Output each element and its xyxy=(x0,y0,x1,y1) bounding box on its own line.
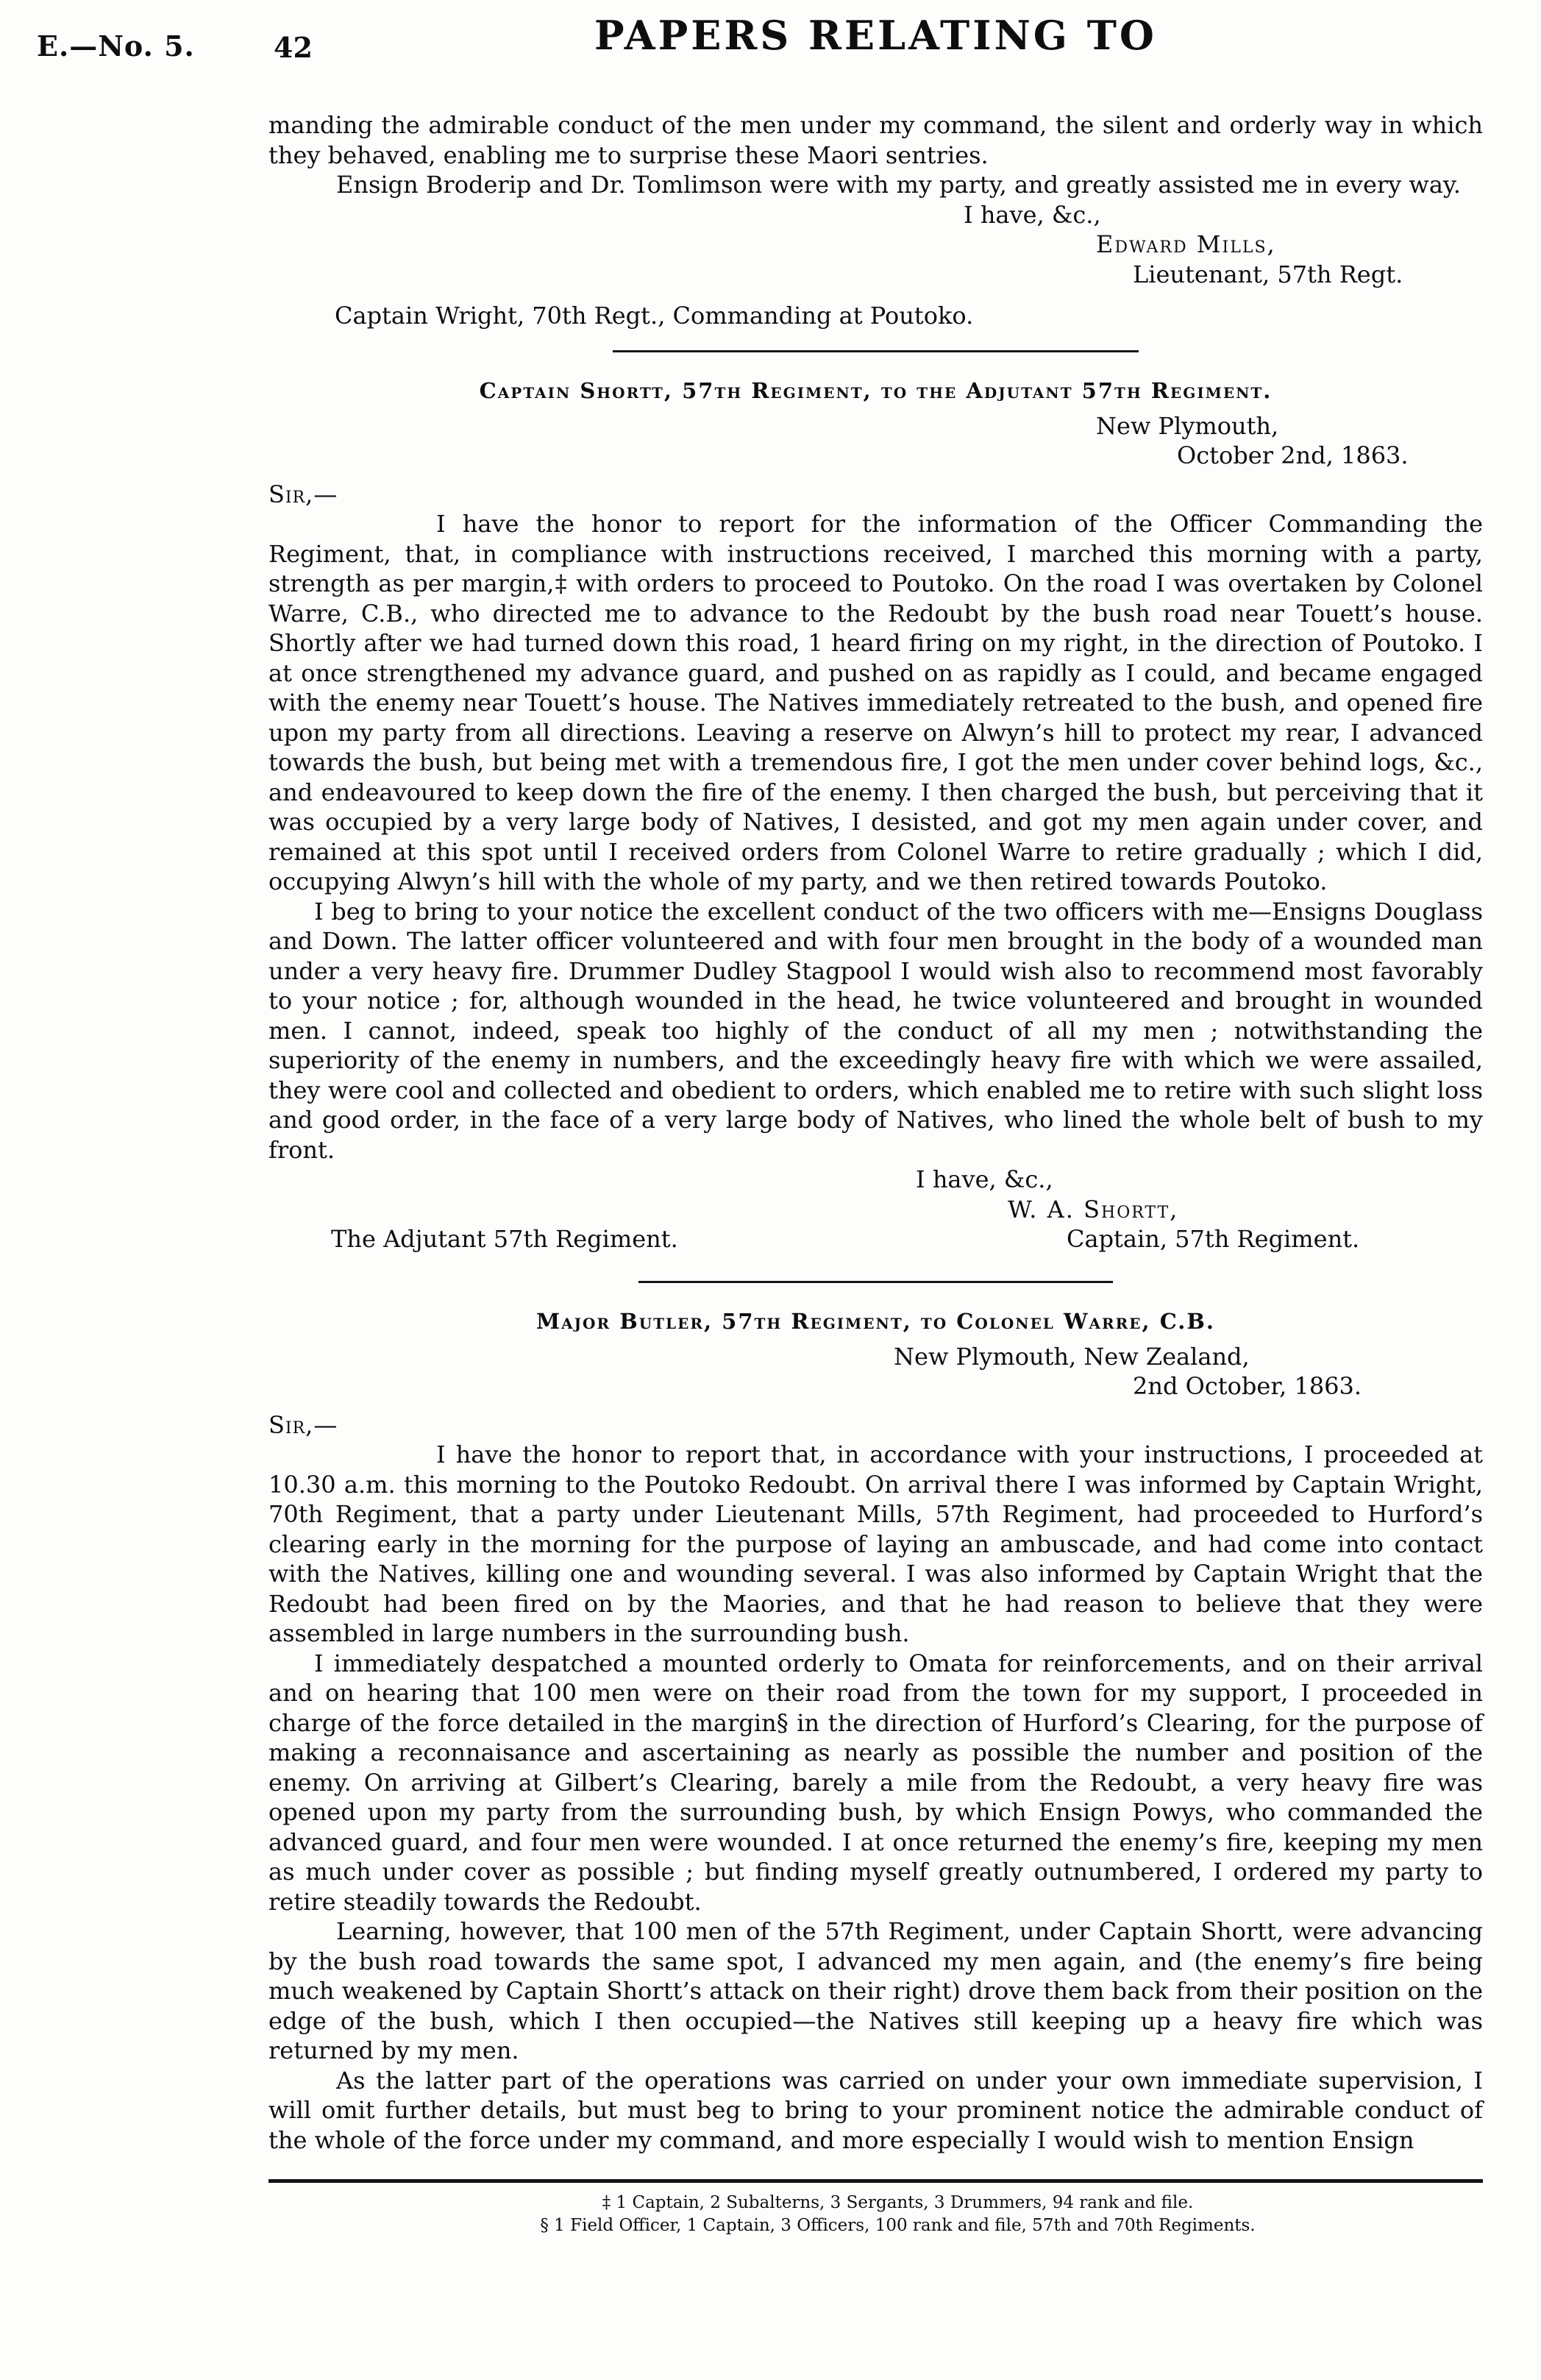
footnote-block xyxy=(268,2179,1483,2237)
letter-shortt xyxy=(268,376,1483,1254)
page-number: 42 xyxy=(274,31,313,64)
place-line: New Plymouth, New Zealand, xyxy=(894,1342,1250,1371)
signature-name: W. A. Shortt, xyxy=(1008,1195,1179,1223)
letter-heading: Captain Shortt, 57th Regiment, to the Adjutant 57th Regiment. xyxy=(479,377,1273,403)
signature-rank: Lieutenant, 57th Regt. xyxy=(1133,260,1403,288)
addressee: Captain Wright, 70th Regt., Commanding at Poutoko. xyxy=(335,302,974,330)
footnote: § 1 Field Officer, 1 Captain, 3 Officers, 100 rank and file, 57th and 70th Regiments. xyxy=(540,2216,1256,2235)
salutation: Sir,— xyxy=(268,480,338,508)
section-divider xyxy=(638,1281,1113,1283)
footnote: ‡ 1 Captain, 2 Subalterns, 3 Sergants, 3 Drummers, 94 rank and file. xyxy=(602,2193,1194,2212)
letter-butler xyxy=(268,1307,1483,2156)
paragraph: I have the honor to report for the information of the Officer Commanding the Regiment, that, in compliance with instructions received, I marched this morning with a party, strength as per margin,‡ with orders to proceed to Poutoko. On the road I was overtaken by Colonel Warre, C.B., who directed me to advance to the Redoubt by the bush road near Touett’s house. Shortly after we had turned down this road, 1 heard firing on my right, in the direction of Poutoko. I at once strengthened my advance guard, and pushed on as rapidly as I could, and became engaged with the enemy near Touett’s house. The Natives immediately retreated to the bush, and opened fire upon my party from all directions. Leaving a reserve on Alwyn’s hill to protect my rear, I advanced towards the bush, but being met with a tremendous fire, I got the men under cover behind logs, &c., and endeavoured to keep down the fire of the enemy. I then charged the bush, but perceiving that it was occupied by a very large body of Natives, I desisted, and got my men again under cover, and remained at this spot until I received orders from Colonel Warre to retire gradually ; which I did, occupying Alwyn’s hill with the whole of my party, and we then retired towards Poutoko. xyxy=(268,510,1483,895)
footnote-divider xyxy=(268,2179,1483,2183)
valediction: I have, &c., xyxy=(916,1165,1053,1193)
date-line: October 2nd, 1863. xyxy=(1177,441,1409,469)
paragraph: I immediately despatched a mounted orderly to Omata for reinforcements, and on their arrival and on hearing that 100 men were on their road from the town for my support, I proceeded in charge of the force detailed in the margin§ in the direction of Hurford’s Clearing, for the purpose of making a reconnaisance and ascertaining as nearly as possible the number and position of the enemy. On arriving at Gilbert’s Clearing, barely a mile from the Redoubt, a very heavy fire was opened upon my party from the surrounding bush, by which Ensign Powys, who commanded the advanced guard, and four men were wounded. I at once returned the enemy’s fire, keeping my men as much under cover as possible ; but finding myself greatly outnumbered, I ordered my party to retire steadily towards the Redoubt. xyxy=(268,1649,1483,1916)
letter-mills-continuation xyxy=(268,110,1483,331)
paragraph: Learning, however, that 100 men of the 57th Regiment, under Captain Shortt, were advancing by the bush road towards the same spot, I advanced my men again, and (the enemy’s fire being much weakened by Captain Shortt’s attack on their right) drove them back from their position on the edge of the bush, which I then occupied—the Natives still keeping up a heavy fire which was returned by my men. xyxy=(268,1917,1483,2064)
addressee-row xyxy=(268,1224,1483,1254)
place-line: New Plymouth, xyxy=(1096,411,1279,440)
paragraph: I beg to bring to your notice the excellent conduct of the two officers with me—Ensigns Douglass and Down. The latter officer volunteered and with four men brought in the body of a wounded man under a very heavy fire. Drummer Dudley Stagpool I would wish also to recommend most favorably to your notice ; for, although wounded in the head, he twice volunteered and brought in wounded men. I cannot, indeed, speak too highly of the conduct of all my men ; notwithstanding the superiority of the enemy in numbers, and the exceedingly heavy fire with which we were assailed, they were cool and collected and obedient to orders, which enabled me to retire with such slight loss and good order, in the face of a very large body of Natives, who lined the whole belt of bush to my front. xyxy=(268,897,1483,1164)
paragraph: Ensign Broderip and Dr. Tomlimson were with my party, and greatly assisted me in every way. xyxy=(336,171,1461,199)
text-column xyxy=(268,110,1483,2155)
signature-rank: Captain, 57th Regiment. xyxy=(1067,1225,1360,1253)
valediction: I have, &c., xyxy=(964,200,1101,229)
letter-heading: Major Butler, 57th Regiment, to Colonel Warre, C.B. xyxy=(535,1308,1216,1334)
paragraph: manding the admirable conduct of the men under my command, the silent and orderly way in which they behaved, enabling me to surprise these Maori sentries. xyxy=(268,111,1483,169)
edition-label: E.—No. 5. xyxy=(37,29,195,63)
salutation: Sir,— xyxy=(268,1410,338,1439)
paragraph: I have the honor to report that, in accordance with your instructions, I proceeded at 10.30 a.m. this morning to the Poutoko Redoubt. On arrival there I was informed by Captain Wright, 70th Regiment, that a party under Lieutenant Mills, 57th Regiment, had proceeded to Hurford’s clearing early in the morning for the purpose of laying an ambuscade, and had come into contact with the Natives, killing one and wounding several. I was also informed by Captain Wright that the Redoubt had been fired on by the Maories, and that he had reason to believe that they were assembled in large numbers in the surrounding bush. xyxy=(268,1441,1483,1647)
paragraph: As the latter part of the operations was carried on under your own immediate supervision, I will omit further details, but must beg to bring to your prominent notice the admirable conduct of the whole of the force under my command, and more especially I would wish to mention Ensign xyxy=(268,2066,1483,2154)
signature-name: Edward Mills, xyxy=(1096,230,1276,258)
document-title: PAPERS RELATING TO xyxy=(594,12,1157,59)
addressee: The Adjutant 57th Regiment. xyxy=(331,1225,678,1253)
date-line: 2nd October, 1863. xyxy=(1133,1372,1362,1400)
section-divider xyxy=(613,350,1139,352)
